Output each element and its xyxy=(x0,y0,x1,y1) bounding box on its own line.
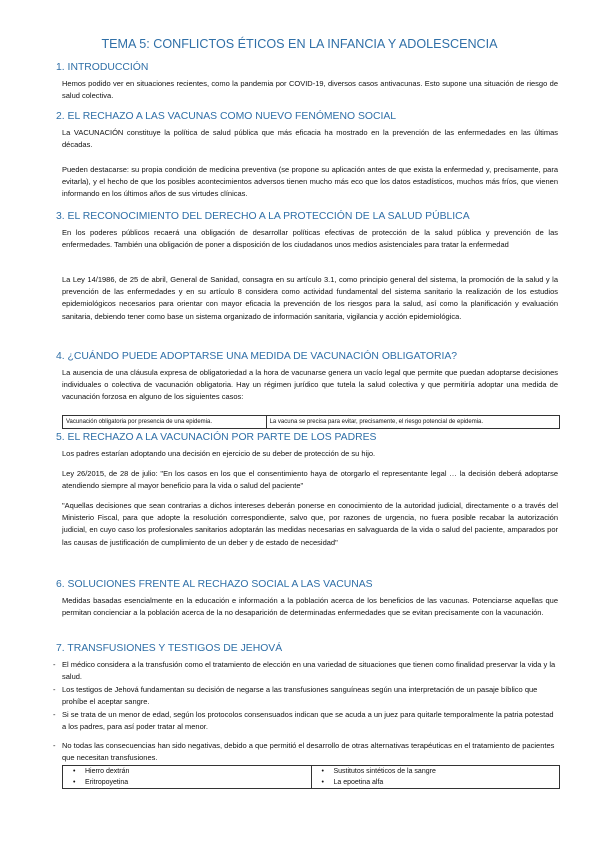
heading-derecho-salud-publica: 3. EL RECONOCIMIENTO DEL DERECHO A LA PROTECCIÓN DE LA SALUD PÚBLICA xyxy=(56,211,470,222)
heading-soluciones: 6. SOLUCIONES FRENTE AL RECHAZO SOCIAL A LAS VACUNAS xyxy=(56,579,373,590)
paragraph: La ausencia de una cláusula expresa de obligatoriedad a la hora de vacunarse genera un vacío legal que permite que puedan adoptarse decisiones individuales o colectiva de vacunación obligatoria. Hay un régimen jurídico que tutela la salud colectiva y que permitiría adoptar una medida de vacunación forzosa en alguno de los siguientes casos: xyxy=(62,368,558,402)
heading-rechazo-vacunas: 2. EL RECHAZO A LAS VACUNAS COMO NUEVO FENÓMENO SOCIAL xyxy=(56,111,397,122)
paragraph: Medidas basadas esencialmente en la educación e información a la población acerca de los beneficios de las vacunas. Potenciarse aquellas que permitan concienciar a la población acerca de la no desaparición de determinadas enfermedades que se evitan precisamente con la vacunación. xyxy=(62,596,558,618)
heading-vacunacion-obligatoria: 4. ¿CUÁNDO PUEDE ADOPTARSE UNA MEDIDA DE VACUNACIÓN OBLIGATORIA? xyxy=(56,351,458,362)
heading-rechazo-padres: 5. EL RECHAZO A LA VACUNACIÓN POR PARTE DE LOS PADRES xyxy=(56,432,377,443)
quote-paragraph: Ley 26/2015, de 28 de julio: "En los casos en los que el consentimiento haya de otorgarlo el representante legal … la decisión deberá adoptarse atendiendo siempre al mayor beneficio para la vida o salud del paciente" xyxy=(62,469,558,491)
table-cell: Vacunación obligatoria por presencia de una epidemia. xyxy=(63,416,267,429)
list-item: - Si se trata de un menor de edad, según los protocolos consensuados indican que se acuda a un juez para quitarle temporalmente la patria potestad a los padres, para así poder tratar al menor. xyxy=(53,710,554,732)
list-item: • La epoetina alfa xyxy=(334,777,560,788)
list-item: - Los testigos de Jehová fundamentan su decisión de negarse a las transfusiones sanguíneas según una interpretación de un pasaje bíblico que prohíbe el aceptar sangre. xyxy=(53,685,538,707)
paragraph: Los padres estarían adoptando una decisión en ejercicio de su deber de protección de su hijo. xyxy=(62,449,376,458)
list-item: • Eritropoyetina xyxy=(85,777,311,788)
alternatives-table xyxy=(62,765,560,789)
table-cell xyxy=(311,766,560,789)
list-item: • Sustitutos sintéticos de la sangre xyxy=(334,766,560,777)
table-cell xyxy=(63,766,312,789)
list-item: - No todas las consecuencias han sido negativas, debido a que permitió el desarrollo de otras alternativas terapéuticas en el tratamiento de pacientes que necesitan transfusiones. xyxy=(53,741,555,763)
heading-transfusiones: 7. TRANSFUSIONES Y TESTIGOS DE JEHOVÁ xyxy=(56,643,283,654)
list-item: - El médico considera a la transfusión como el tratamiento de elección en una variedad de situaciones que tienen como finalidad preservar la vida y la salud. xyxy=(53,660,556,682)
paragraph: Hemos podido ver en situaciones recientes, como la pandemia por COVID-19, diversos casos antivacunas. Esto supone una situación de riesgo de salud colectiva. xyxy=(62,79,558,101)
table-cell: La vacuna se precisa para evitar, precisamente, el riesgo potencial de epidemia. xyxy=(266,416,559,429)
paragraph: La Ley 14/1986, de 25 de abril, General de Sanidad, consagra en su artículo 3.1, como principio general del sistema, la promoción de la salud y la prevención de las enfermedades y en su artículo 8 considera como actividad fundamental del sistema sanitario la realización de los estudios epidemiológicos necesarios para orientar con mayor eficacia la prevención de los riesgos para la salud, así como la planificación y evaluación sanitaria, debiendo tener como base un sistema organizado de información sanitaria, vigilancia y acción epidemiológica. xyxy=(62,275,558,321)
paragraph: La VACUNACIÓN constituye la política de salud pública que más eficacia ha mostrado en la prevención de las enfermedades en las últimas décadas. xyxy=(62,128,558,150)
document-title: TEMA 5: CONFLICTOS ÉTICOS EN LA INFANCIA Y ADOLESCENCIA xyxy=(101,37,498,51)
paragraph: En los poderes públicos recaerá una obligación de desarrollar políticas efectivas de protección de la salud pública y prevención de las enfermedades. También una obligación de poner a disposición de los ciudadanos unos medios asistenciales para tratar la enfermedad xyxy=(62,228,558,250)
quote-paragraph: "Aquellas decisiones que sean contrarias a dichos intereses deberán ponerse en conocimiento de la autoridad judicial, directamente o a través del Ministerio Fiscal, para que adopte la resolución correspondiente, salvo que, por razones de urgencia, no fuera posible recabar la autorización judicial, en cuyo caso los profesionales sanitarios adoptarán las medidas necesarias en salvaguarda de la vida o salud del paciente, amparados por las causas de justificación de cumplimiento de un deber y de estado de necesidad" xyxy=(62,501,558,547)
list-item: • Hierro dextrán xyxy=(85,766,311,777)
heading-introduccion: 1. INTRODUCCIÓN xyxy=(56,62,149,73)
paragraph: Pueden destacarse: su propia condición de medicina preventiva (se propone su aplicación antes de que exista la enfermedad y, precisamente, para evitarla), y el hecho de que los posibles acontecimientos adversos tienen mucho más eco que los datos estadísticos, muchos más fríos, que vienen informando en los últimos años de sus virtudes clínicas. xyxy=(62,165,558,199)
vaccination-cases-table xyxy=(62,415,560,429)
